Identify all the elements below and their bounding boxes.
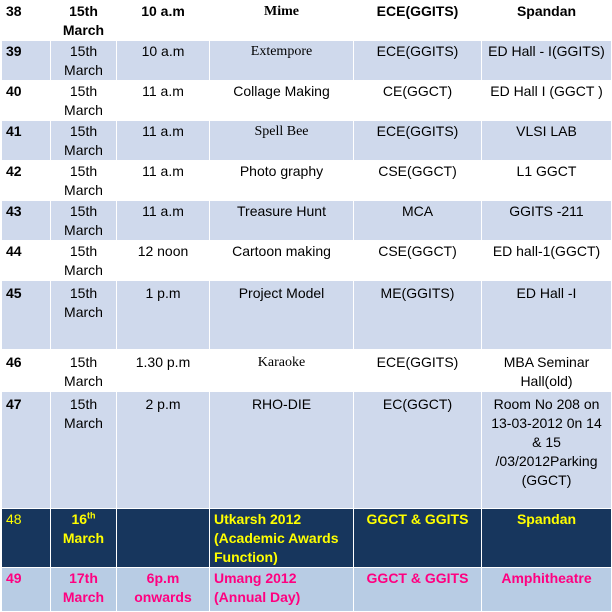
time-cell: 11 a.m	[117, 121, 210, 161]
serial-number: 49	[2, 568, 51, 612]
event-name: Utkarsh 2012 (Academic Awards Function)	[210, 509, 354, 568]
date-day: 15th	[69, 243, 98, 259]
serial-number: 47	[2, 392, 51, 509]
date-month: March	[64, 182, 103, 198]
time-cell: 1 p.m	[117, 281, 210, 350]
venue: L1 GGCT	[482, 161, 612, 201]
venue: ED Hall -I	[482, 281, 612, 350]
date-day: 16	[71, 511, 88, 527]
department: GGCT & GGITS	[354, 568, 482, 612]
date-month: March	[64, 222, 103, 238]
event-name: Cartoon making	[210, 241, 354, 281]
table-row	[2, 241, 612, 281]
event-name: Mime	[210, 1, 354, 41]
serial-number: 41	[2, 121, 51, 161]
time-cell: 10 a.m	[117, 41, 210, 81]
time-cell: 2 p.m	[117, 392, 210, 509]
date-month: March	[62, 22, 105, 38]
table-row	[2, 1, 612, 41]
department: ECE(GGITS)	[354, 121, 482, 161]
time-cell: 10 a.m	[117, 1, 210, 41]
table-row	[2, 281, 612, 350]
department: CSE(GGCT)	[354, 161, 482, 201]
date-day: 17th	[69, 570, 98, 586]
date-day: 15th	[69, 3, 98, 19]
event-schedule-table	[1, 0, 612, 612]
event-name: Karaoke	[210, 350, 354, 392]
department: GGCT & GGITS	[354, 509, 482, 568]
department: EC(GGCT)	[354, 392, 482, 509]
time-cell: 11 a.m	[117, 201, 210, 241]
time-cell: 6p.m onwards	[117, 568, 210, 612]
date-day-suffix: th	[87, 510, 96, 521]
date-cell	[51, 121, 117, 161]
date-cell	[51, 241, 117, 281]
department: ME(GGITS)	[354, 281, 482, 350]
date-cell	[51, 201, 117, 241]
table-row	[2, 568, 612, 612]
table-row	[2, 41, 612, 81]
date-cell	[51, 41, 117, 81]
department: CSE(GGCT)	[354, 241, 482, 281]
serial-number: 43	[2, 201, 51, 241]
table-row	[2, 121, 612, 161]
serial-number: 45	[2, 281, 51, 350]
venue: Amphitheatre	[482, 568, 612, 612]
venue: Room No 208 on 13-03-2012 0n 14 & 15 /03/2012Parking (GGCT)	[482, 392, 612, 509]
date-cell	[51, 281, 117, 350]
venue: Spandan	[482, 509, 612, 568]
date-day: 15th	[69, 83, 98, 99]
serial-number: 40	[2, 81, 51, 121]
event-name: Collage Making	[210, 81, 354, 121]
venue: ED Hall I (GGCT )	[482, 81, 612, 121]
table-row	[2, 509, 612, 568]
department: ECE(GGITS)	[354, 1, 482, 41]
date-month: March	[64, 262, 103, 278]
time-cell	[117, 509, 210, 568]
table-row	[2, 201, 612, 241]
serial-number: 44	[2, 241, 51, 281]
date-day: 15th	[69, 123, 98, 139]
time-cell: 11 a.m	[117, 161, 210, 201]
department: MCA	[354, 201, 482, 241]
date-month: March	[64, 304, 103, 320]
date-day: 15th	[69, 163, 98, 179]
time-cell: 11 a.m	[117, 81, 210, 121]
date-month: March	[64, 373, 103, 389]
date-month: March	[64, 142, 103, 158]
date-month: March	[62, 530, 105, 546]
event-name: Umang 2012 (Annual Day)	[210, 568, 354, 612]
time-cell: 1.30 p.m	[117, 350, 210, 392]
time-cell: 12 noon	[117, 241, 210, 281]
serial-number: 42	[2, 161, 51, 201]
department: ECE(GGITS)	[354, 41, 482, 81]
event-name: Project Model	[210, 281, 354, 350]
date-month: March	[62, 589, 105, 605]
event-name: Spell Bee	[210, 121, 354, 161]
serial-number: 46	[2, 350, 51, 392]
date-day: 15th	[69, 43, 98, 59]
date-cell	[51, 81, 117, 121]
serial-number: 39	[2, 41, 51, 81]
department: ECE(GGITS)	[354, 350, 482, 392]
event-name: Treasure Hunt	[210, 201, 354, 241]
table-row	[2, 392, 612, 509]
date-cell	[51, 350, 117, 392]
date-cell	[51, 568, 117, 612]
date-month: March	[64, 62, 103, 78]
venue: ED Hall - I(GGITS)	[482, 41, 612, 81]
event-name: Photo graphy	[210, 161, 354, 201]
department: CE(GGCT)	[354, 81, 482, 121]
venue: Spandan	[482, 1, 612, 41]
date-day: 15th	[69, 203, 98, 219]
date-month: March	[64, 415, 103, 431]
table-row	[2, 161, 612, 201]
venue: VLSI LAB	[482, 121, 612, 161]
serial-number: 38	[2, 1, 51, 41]
date-month: March	[64, 102, 103, 118]
date-cell	[51, 1, 117, 41]
date-day: 15th	[69, 285, 98, 301]
event-name: RHO-DIE	[210, 392, 354, 509]
event-name: Extempore	[210, 41, 354, 81]
date-cell	[51, 509, 117, 568]
serial-number: 48	[2, 509, 51, 568]
date-day: 15th	[69, 396, 98, 412]
venue: ED hall-1(GGCT)	[482, 241, 612, 281]
venue: MBA Seminar Hall(old)	[482, 350, 612, 392]
date-cell	[51, 392, 117, 509]
date-cell	[51, 161, 117, 201]
date-day: 15th	[69, 354, 98, 370]
table-row	[2, 81, 612, 121]
table-row	[2, 350, 612, 392]
venue: GGITS -211	[482, 201, 612, 241]
